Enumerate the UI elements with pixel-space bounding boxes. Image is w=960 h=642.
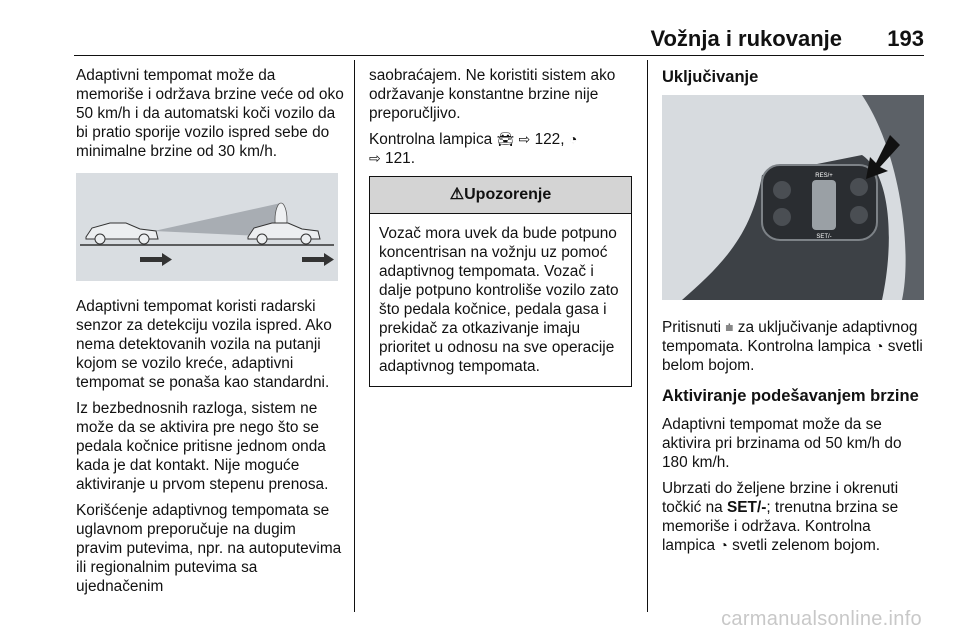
paragraph-activation-range: Adaptivni tempomat može da se aktivira pri brzinama od 50 km/h do 180 km/h. <box>662 416 902 471</box>
warning-body <box>370 214 631 386</box>
adaptive-cruise-icon: ⩧ <box>725 319 734 335</box>
section-title-switch-on: Uključivanje <box>662 68 759 86</box>
paragraph-switch-on <box>662 318 927 375</box>
adaptive-cruise-button-icon <box>850 178 868 196</box>
switch-on-text-a: Pritisnuti <box>662 319 722 336</box>
warning-box <box>369 176 632 387</box>
cancel-button-icon <box>850 206 868 224</box>
paragraph-radar: Adaptivni tempomat koristi radarski senzor za detekciju vozila ispred. Ako nema detektovanih vozila na putanji kojom se vozilo kreće, adaptivni tempomat se ponaša kao standardni. <box>76 298 332 391</box>
cruise-icon: ◔ <box>875 338 884 354</box>
cruise-icon: ◔ <box>719 537 728 553</box>
warning-text: Vozač mora uvek da bude potpuno koncentrisan na vožnju uz pomoć adaptivnog tempomata. Vozač i dalje potpuno kontroliše vozilo zato što pedala kočnice, pedala gasa i prekidač za otkazivanje imaju prioritet u odnosu na sve operacije adaptivnog tempomata. <box>379 225 619 375</box>
cruise-button-icon <box>773 208 791 226</box>
switch-on-text-b: za uključivanje adaptivnog tempomata. Kontrolna lampica <box>662 319 918 355</box>
radar-illustration <box>76 173 338 281</box>
paragraph-safety: Iz bezbednosnih razloga, sistem ne može da se aktivira pre nego što se pedala kočnice pritisne jednom onda kada je dat kontakt. Nije moguće aktiviranje u prvom stepenu prenosa. <box>76 400 329 493</box>
page-ref-icon: ⇨ <box>518 131 531 147</box>
warning-title: Upozorenje <box>464 186 552 203</box>
header-rule <box>74 55 924 56</box>
column-divider-2 <box>647 60 648 612</box>
warning-icon: ⚠ <box>449 186 465 203</box>
distance-button-icon <box>773 181 791 199</box>
paragraph-activation-steps <box>662 479 927 555</box>
set-label: SET/- <box>816 234 832 240</box>
page-number: 193 <box>887 26 924 51</box>
paragraph-traffic: saobraćajem. Ne koristiti sistem ako održavanje konstantne brzine nije preporučljivo. <box>369 67 616 122</box>
section-title-activation: Aktiviranje podešavanjem brzine <box>662 387 919 405</box>
thumbwheel <box>812 180 836 230</box>
warning-header <box>370 177 631 214</box>
activation-text-c: svetli zelenom bojom. <box>732 537 881 554</box>
page-ref-a: 122, <box>534 131 565 148</box>
column-2 <box>369 66 635 387</box>
column-divider-1 <box>354 60 355 612</box>
paragraph-intro: Adaptivni tempomat može da memoriše i održava brzine veće od oko 50 km/h i da automatski koči vozilo da bi pratio sporije vozilo ispred sebe do minimalne brzine od 30 km/h. <box>76 67 344 160</box>
watermark: carmanualsonline.info <box>721 608 922 630</box>
steering-wheel-controls-illustration <box>662 95 924 300</box>
page-ref-icon: ⇨ <box>369 150 381 166</box>
cruise-icon: ◔ <box>568 131 578 147</box>
page-header <box>0 0 960 52</box>
activation-text-b: ; trenutna brzina se memoriše i održava. Kontrolna lampica <box>662 499 899 554</box>
lamp-text: Kontrolna lampica <box>369 131 493 148</box>
switch-on-text-c: svetli belom bojom. <box>662 338 923 374</box>
paragraph-lamp <box>369 130 635 168</box>
column-1 <box>76 66 344 603</box>
column-3 <box>662 66 927 562</box>
car-icon: 🚘︎ <box>496 131 515 147</box>
paragraph-usage: Korišćenje adaptivnog tempomata se uglavnom preporučuje na dugim pravim putevima, npr. na autoputevima ili regionalnim putevima sa ujednačenim <box>76 502 342 595</box>
page-ref-b: 121. <box>385 150 415 167</box>
activation-text-a: Ubrzati do željene brzine i okrenuti točkić na <box>662 480 899 516</box>
res-label: RES/+ <box>815 173 833 179</box>
chapter-title: Vožnja i rukovanje <box>650 26 842 51</box>
set-control-label: SET/- <box>727 499 767 516</box>
